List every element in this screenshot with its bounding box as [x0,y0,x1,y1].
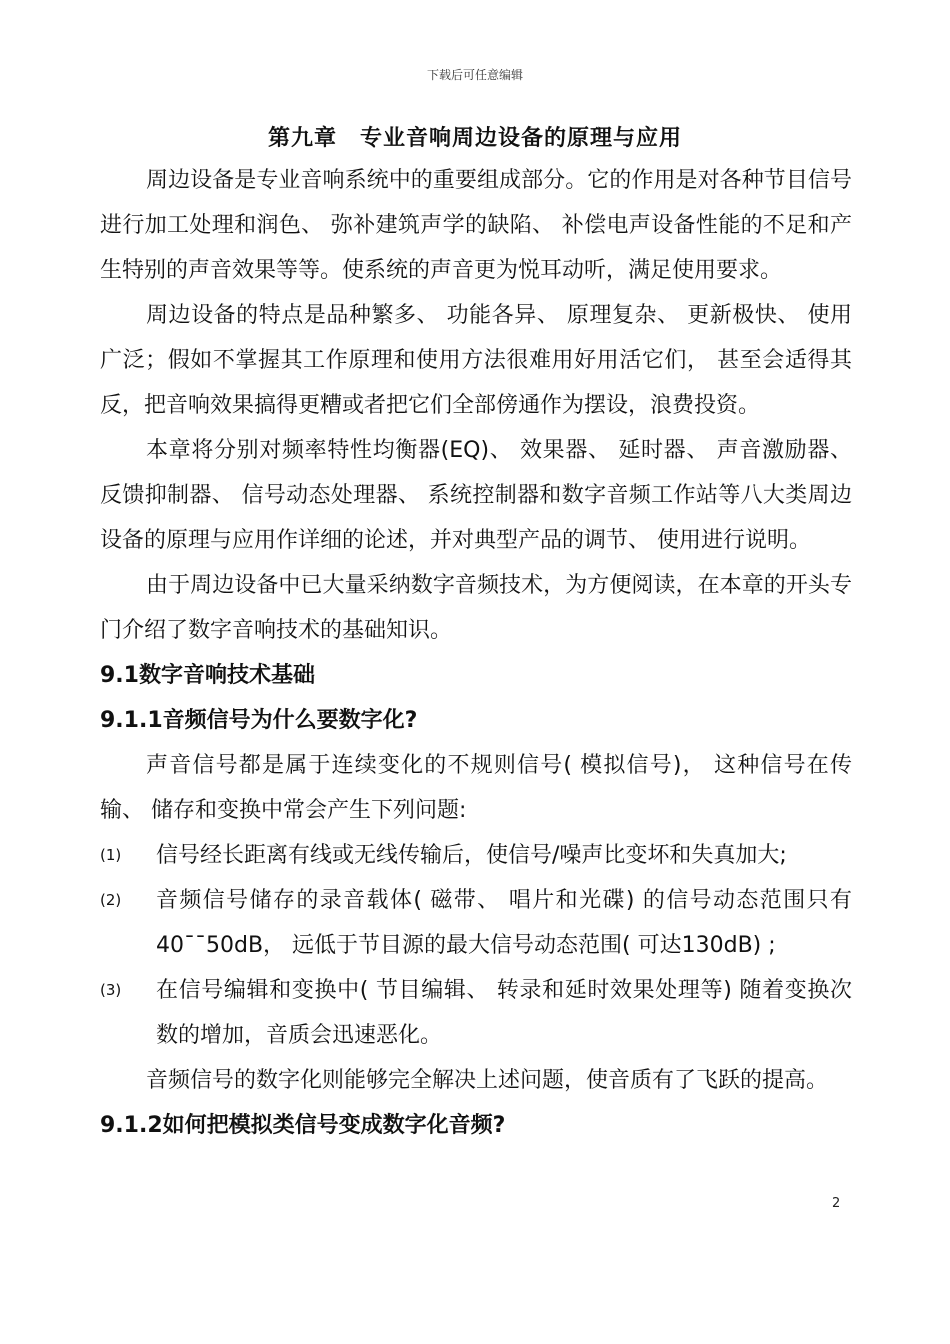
list-item [100,833,852,878]
intro-paragraph-1: 周边设备是专业音响系统中的重要组成部分。它的作用是对各种节目信号进行加工处理和润色、 弥补建筑声学的缺陷、 补偿电声设备性能的不足和产生特别的声音效果等等。使系统的声音更为悦耳动听，满足使用要求。 [100,168,852,283]
list-item [100,968,852,1058]
intro-paragraph-3: 本章将分别对频率特性均衡器(EQ)、 效果器、 延时器、 声音激励器、 反馈抑制器、 信号动态处理器、 系统控制器和数字音频工作站等八大类周边设备的原理与应用作详细的论述，并对典型产品的调节、 使用进行说明。 [100,438,852,553]
section-9-1-1-paragraph: 声音信号都是属于连续变化的不规则信号( 模拟信号)， 这种信号在传输、 储存和变换中常会产生下列问题: [100,753,852,823]
chapter-title: 第九章 专业音响周边设备的原理与应用 [267,126,682,151]
list-item [100,878,852,968]
list-item-text: 在信号编辑和变换中( 节目编辑、 转录和延时效果处理等) 随着变换次数的增加，音质会迅速恶化。 [156,978,852,1048]
list-item-text: 信号经长距离有线或无线传输后，使信号/噪声比变坏和失真加大; [156,843,787,868]
list-item-text: 音频信号储存的录音载体( 磁带、 唱片和光碟) 的信号动态范围只有40¯¯50dB， 远低于节目源的最大信号动态范围( 可达130dB) ; [156,888,852,958]
list-item-number: (2) [100,891,122,909]
summary-paragraph: 音频信号的数字化则能够完全解决上述问题，使音质有了飞跃的提高。 [146,1068,829,1093]
page-header: 下载后可任意编辑 [426,68,523,82]
intro-paragraph-4: 由于周边设备中已大量采纳数字音频技术，为方便阅读，在本章的开头专门介绍了数字音响技术的基础知识。 [100,573,852,643]
list-item-number: (1) [100,846,122,864]
list-item-number: (3) [100,981,122,999]
section-heading-9-1-1: 9.1.1音频信号为什么要数字化? [100,708,418,733]
section-heading-9-1: 9.1数字音响技术基础 [100,663,315,688]
section-heading-9-1-2: 9.1.2如何把模拟类信号变成数字化音频? [100,1113,506,1138]
intro-paragraph-2: 周边设备的特点是品种繁多、 功能各异、 原理复杂、 更新极快、 使用广泛；假如不掌握其工作原理和使用方法很难用好用活它们， 甚至会适得其反，把音响效果搞得更糟或者把它们全部傍通作为摆设，浪费投资。 [100,303,852,418]
page-number: 2 [832,1196,841,1211]
document-body [100,158,852,1148]
